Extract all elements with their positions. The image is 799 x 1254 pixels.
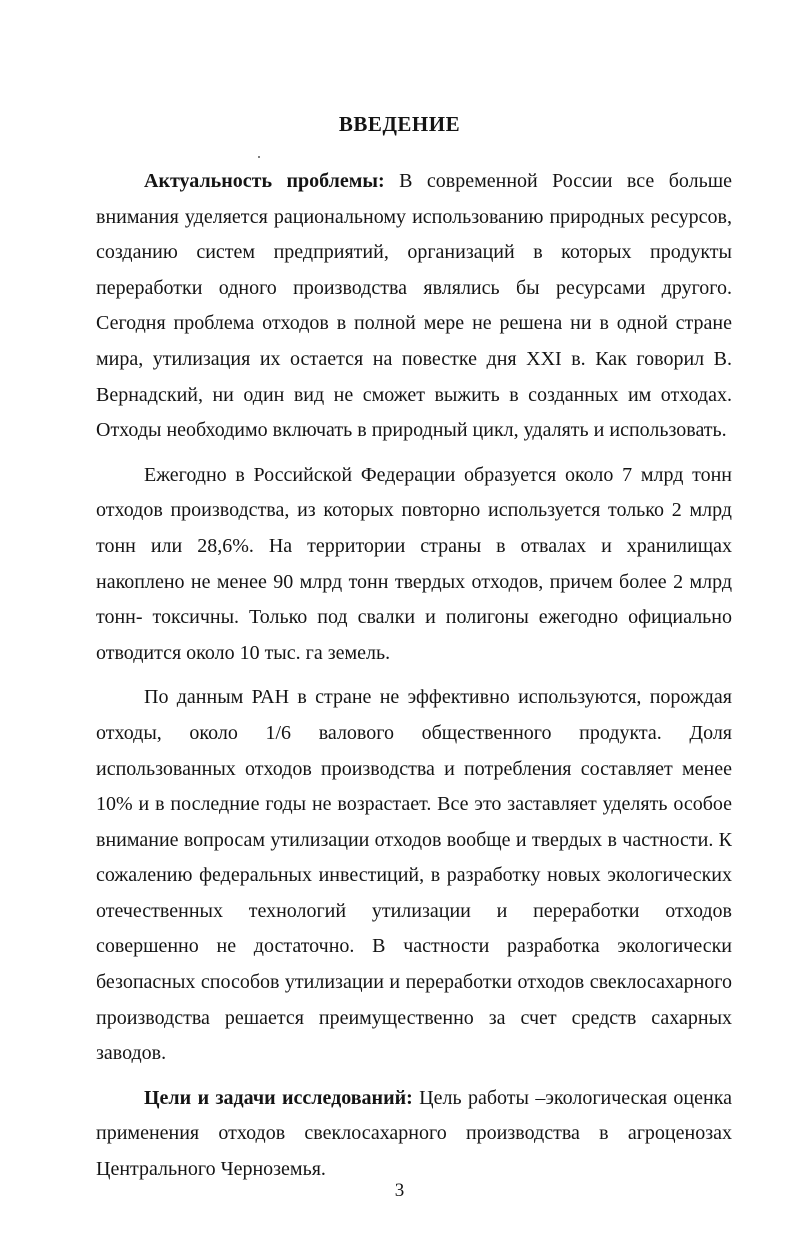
paragraph-lead: Актуальность проблемы: — [144, 170, 385, 192]
paragraph-goals — [96, 1081, 732, 1188]
paragraph-text: Ежегодно в Российской Федерации образуется около 7 млрд тонн отходов производства, из которых повторно используется только 2 млрд тонн или 28,6%. На территории страны в отвалах и хранилищах накоплено не менее 90 млрд тонн твердых отходов, причем более 2 млрд тонн- токсичны. Только под свалки и полигоны ежегодно официально отводится около 10 тыс. га земель. — [96, 463, 732, 664]
paragraph-lead: Цели и задачи исследований: — [144, 1086, 413, 1109]
body-text — [96, 164, 732, 1188]
page-title: ВВЕДЕНИЕ — [338, 112, 461, 136]
page-number: 3 — [394, 1180, 405, 1201]
paragraph-text: Цель работы –экологическая оценка применения отходов свеклосахарного производства в агроценозах Центрального Черноземья. — [96, 1086, 732, 1181]
paragraph-waste-volume — [96, 458, 732, 672]
paragraph-ran-data — [96, 680, 732, 1072]
scan-speck — [258, 156, 260, 158]
paragraph-relevance — [96, 164, 732, 449]
paragraph-text: По данным РАН в стране не эффективно используются, порождая отходы, около 1/6 валового общественного продукта. Доля использованных отходов производства и потребления составляет менее 10% и в последние годы не возрастает. Все это заставляет уделять особое внимание вопросам утилизации отходов вообще и твердых в частности. К сожалению федеральных инвестиций, в разработку новых экологических отечественных технологий утилизации и переработки отходов совершенно не достаточно. В частности разработка экологически безопасных способов утилизации и переработки отходов свеклосахарного производства решается преимущественно за счет средств сахарных заводов. — [96, 686, 732, 1065]
paragraph-text: В современной России все больше внимания уделяется рациональному использованию природных ресурсов, созданию систем предприятий, организаций в которых продукты переработки одного производства являлись бы ресурсами другого. Сегодня проблема отходов в полной мере не решена ни в одной стране мира, утилизация их остается на повестке дня XXI в. Как говорил В. Вернадский, ни один вид не сможет выжить в созданных им отходах. Отходы необходимо включать в природный цикл, удалять и использовать. — [96, 170, 732, 442]
